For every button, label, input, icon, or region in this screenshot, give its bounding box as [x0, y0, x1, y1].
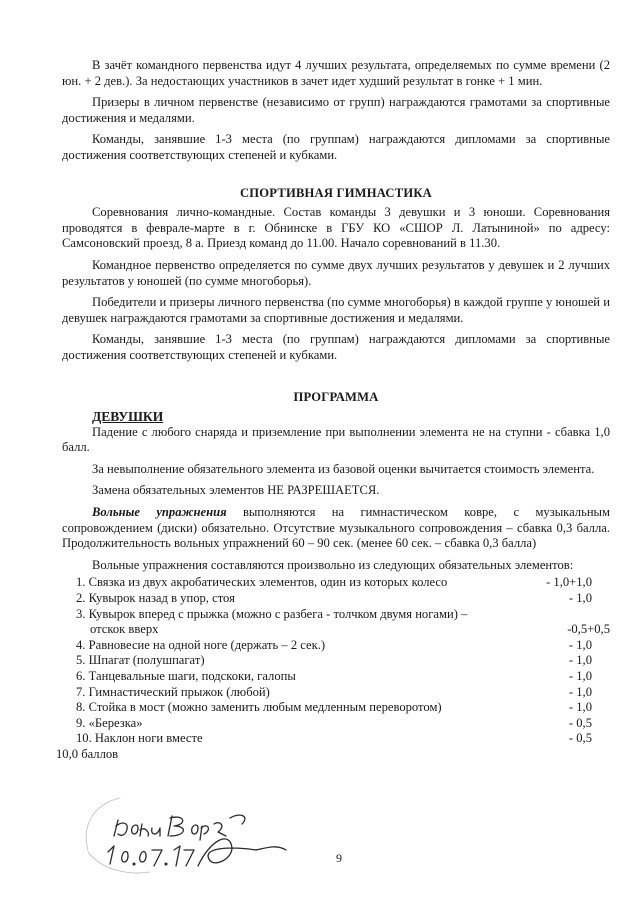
item-text: Кувырок вперед с прыжка (можно с разбега - толчком двумя ногами) –	[88, 606, 468, 621]
item-text: Танцевальные шаги, подскоки, галопы	[88, 669, 296, 683]
item-text: Стойка в мост (можно заменить любым медленным переворотом)	[88, 700, 442, 715]
item-text: Равновесие на одной ноге (держать – 2 сек.)	[88, 637, 326, 652]
list-item	[62, 653, 610, 669]
item-text: Наклон ноги вместе	[94, 731, 203, 746]
list-item	[62, 622, 610, 638]
item-text: Гимнастический прыжок (любой)	[88, 684, 270, 699]
item-score: - 1,0	[568, 637, 592, 652]
item-number: 9.	[76, 715, 86, 730]
list-item	[62, 607, 610, 623]
list-item	[62, 591, 610, 607]
paragraph-elements-intro: Вольные упражнения составляются произвольно из следующих обязательных элементов:	[92, 557, 574, 572]
item-text: Связка из двух акробатических элементов, один из которых колесо	[88, 575, 448, 590]
list-item	[62, 731, 610, 747]
list-item	[62, 700, 610, 716]
item-text: Кувырок назад в упор, стоя	[88, 591, 235, 606]
list-item	[62, 716, 610, 732]
item-score: - 1,0	[568, 653, 592, 668]
item-number: 8.	[76, 700, 86, 715]
document-page	[56, 58, 610, 763]
item-number: 1.	[76, 575, 86, 590]
item-number: 3.	[76, 606, 86, 621]
item-number: 5.	[76, 653, 86, 668]
item-score: -0,5+0,5	[567, 622, 610, 637]
section-title-gymnastics: СПОРТИВНАЯ ГИМНАСТИКА	[240, 185, 432, 200]
item-number: 2.	[76, 591, 86, 606]
paragraph-no-substitution: Замена обязательных элементов НЕ РАЗРЕШАЕТСЯ.	[92, 483, 380, 498]
floor-exercise-lead: Вольные упражнения	[92, 505, 227, 520]
total-score: 10,0 баллов	[56, 746, 119, 761]
item-score: - 1,0+1,0	[546, 575, 592, 590]
item-number: 6.	[76, 669, 86, 683]
item-score: - 1,0	[568, 684, 592, 699]
item-score: - 1,0	[568, 669, 592, 683]
paragraph-team-scoring: В зачёт командного первенства идут 4 лучших результата, определяемых по сумме времени (2 юн. + 2 дев.). За недостающих участников в зачет идет худший результат в гонке + 1 мин.	[62, 58, 610, 88]
paragraph-gymnastics-team: Командное первенство определяется по сумме двух лучших результатов у девушек и 2 лучших результатов у юношей (по сумме многоборья).	[62, 257, 610, 288]
item-score: - 1,0	[568, 700, 592, 715]
item-score: - 0,5	[568, 731, 592, 746]
paragraph-team-awards: Команды, занявшие 1-3 места (по группам) награждаются дипломами за спортивные достижения соответствующих степеней и кубками.	[62, 132, 610, 162]
item-text: «Березка»	[88, 715, 143, 730]
page-number: 9	[336, 851, 342, 865]
subsection-girls: ДЕВУШКИ	[92, 409, 164, 425]
paragraph-gymnastics-winners: Победители и призеры личного первенства (по сумме многоборья) в каждой группе у юношей и девушек награждаются грамотами за спортивные достижения и медалями.	[62, 295, 610, 325]
elements-list	[62, 575, 610, 747]
paragraph-individual-awards: Призеры в личном первенстве (независимо от групп) награждаются грамотами за спортивные достижения и медалями.	[62, 95, 610, 125]
item-number: 10.	[76, 731, 92, 746]
paragraph-gymnastics-format: Соревнования лично-командные. Состав команды 3 девушки и 3 юноши. Соревнования проводятся в феврале-марте в г. Обнинске в ГБУ КО «СШОР Л. Латыниной» по адресу: Самсоновский проезд, 8 а. Приезд команд до 11.00. Начало соревнований в 11.30.	[62, 205, 610, 251]
list-item	[62, 575, 610, 591]
paragraph-gymnastics-team-awards: Команды, занявшие 1-3 места (по группам) награждаются дипломами за спортивные достижения соответствующих степеней и кубками.	[62, 332, 610, 362]
item-text: отскок вверх	[90, 622, 159, 637]
handwritten-signature	[80, 790, 320, 880]
item-score: - 0,5	[568, 715, 592, 730]
list-item	[62, 685, 610, 701]
section-title-program: ПРОГРАММА	[293, 389, 379, 404]
item-text: Шпагат (полушпагат)	[88, 653, 205, 668]
item-score	[522, 607, 610, 623]
paragraph-missing-element: За невыполнение обязательного элемента из базовой оценки вычитается стоимость элемента.	[92, 461, 595, 476]
item-number: 7.	[76, 684, 86, 699]
item-number: 4.	[76, 637, 86, 652]
list-item	[62, 638, 610, 654]
item-score: - 1,0	[568, 591, 592, 606]
paragraph-floor-exercise	[62, 505, 610, 552]
floor-exercise-text: выполняются на гимнастическом ковре, с музыкальным сопровождением (диски) обязательно. Отсутствие музыкального сопровождения – сбавка 0,3 балла. Продолжительность вольных упражнений 60 – 90 сек. (менее 60 сек. – сбавка 0,3 балла)	[62, 505, 610, 551]
list-item	[62, 669, 610, 685]
paragraph-fall-penalty: Падение с любого снаряда и приземление при выполнении элемента не на ступни - сбавка 1,0 балл.	[62, 424, 610, 455]
